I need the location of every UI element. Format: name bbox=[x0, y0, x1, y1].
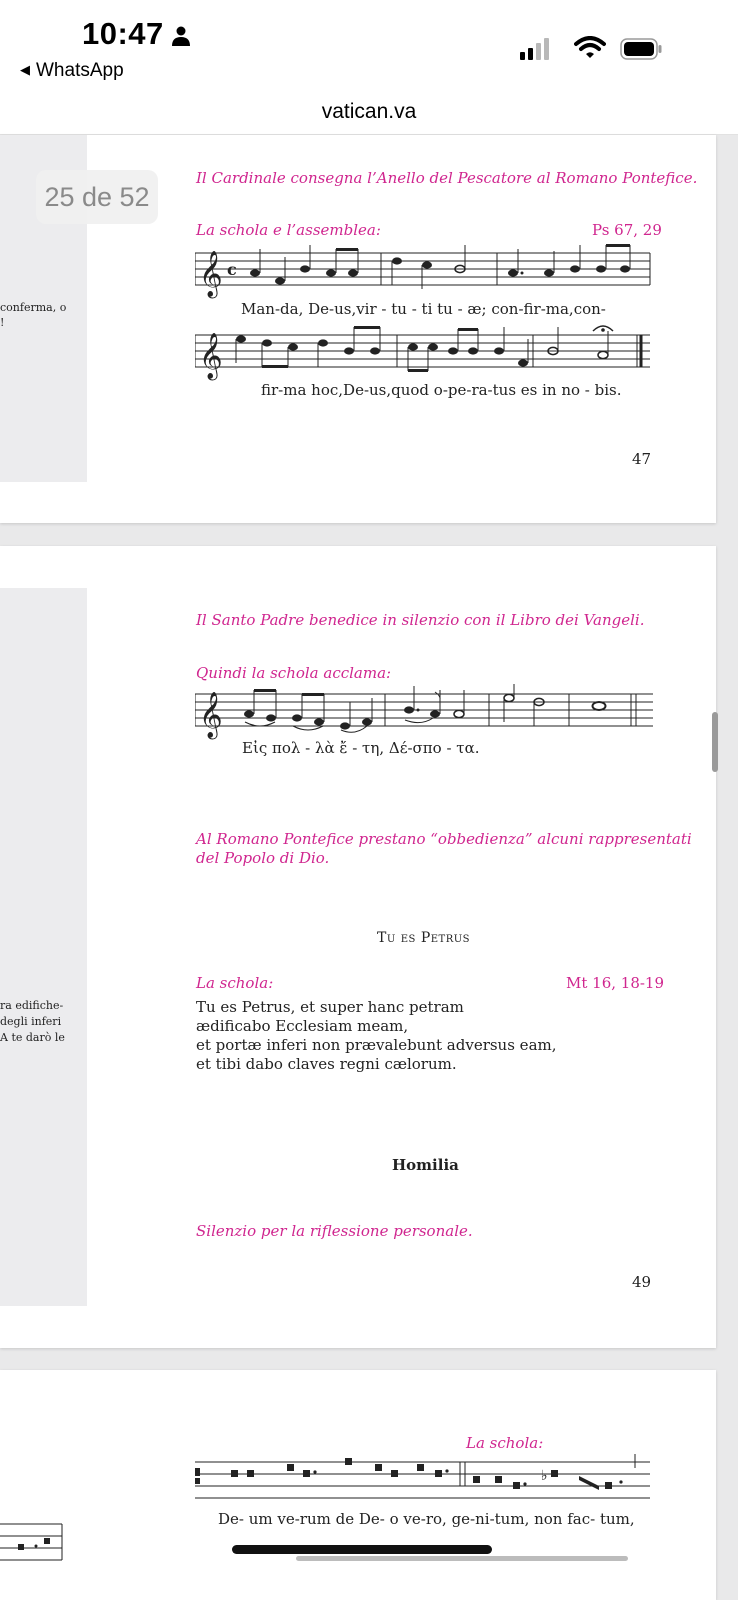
page-url[interactable]: vatican.va bbox=[321, 100, 417, 123]
lyrics-line: fir-ma hoc,De-us,quod o-pe-ra-tus es in no - bis. bbox=[261, 381, 622, 399]
rubric: Silenzio per la riflessione personale. bbox=[196, 1222, 473, 1240]
status-bar bbox=[0, 0, 738, 123]
facing-page-strip bbox=[0, 588, 87, 1306]
music-staff bbox=[195, 684, 655, 740]
music-staff bbox=[195, 323, 651, 383]
page-number: 49 bbox=[632, 1273, 652, 1291]
scrollbar-thumb[interactable] bbox=[712, 712, 718, 772]
home-indicator[interactable] bbox=[232, 1545, 492, 1554]
facing-page-text: conferma, o bbox=[0, 301, 67, 314]
facing-page-staff bbox=[0, 1516, 64, 1576]
svg-text:♭: ♭ bbox=[541, 1468, 548, 1484]
text-line: et portæ inferi non prævalebunt adversus eam, bbox=[196, 1036, 557, 1054]
lyrics-line: De- um ve-rum de De- o ve-ro, ge-ni-tum, non fac- tum, bbox=[218, 1510, 635, 1528]
page-indicator: 25 de 52 bbox=[36, 170, 158, 224]
cellular-signal-icon bbox=[520, 38, 552, 60]
rubric: Il Cardinale consegna l’Anello del Pescatore al Romano Pontefice. bbox=[196, 169, 698, 187]
chant-staff bbox=[195, 1454, 655, 1504]
facing-page-text: A te darò le bbox=[0, 1031, 65, 1044]
svg-text:c: c bbox=[227, 260, 237, 279]
pdf-page-51 bbox=[0, 1370, 716, 1600]
music-staff bbox=[195, 243, 651, 301]
lyrics-line: Εἰς πολ - λὰ ἔ - τη, Δέ-σπο - τα. bbox=[242, 739, 480, 757]
gospel-reference: Mt 16, 18-19 bbox=[566, 974, 665, 992]
rubric: Al Romano Pontefice prestano “obbedienza” alcuni rappresentati bbox=[196, 830, 692, 848]
battery-icon bbox=[620, 38, 662, 60]
schola-label: La schola: bbox=[466, 1434, 544, 1452]
pdf-page-49 bbox=[0, 546, 716, 1348]
back-app-label: WhatsApp bbox=[36, 60, 124, 81]
rubric: Il Santo Padre benedice in silenzio con il Libro dei Vangeli. bbox=[196, 611, 645, 629]
text-line: Tu es Petrus, et super hanc petram bbox=[196, 998, 464, 1016]
clock: 10:47 bbox=[82, 16, 164, 51]
svg-text:𝄞: 𝄞 bbox=[199, 692, 223, 738]
psalm-reference: Ps 67, 29 bbox=[592, 221, 662, 239]
svg-text:𝄞: 𝄞 bbox=[199, 251, 223, 297]
rubric: del Popolo di Dio. bbox=[196, 849, 330, 867]
text-line: et tibi dabo claves regni cælorum. bbox=[196, 1055, 457, 1073]
page-number: 47 bbox=[632, 450, 652, 468]
schola-label: La schola: bbox=[196, 974, 274, 992]
homilia-heading: Homilia bbox=[392, 1156, 459, 1174]
person-icon bbox=[172, 26, 190, 46]
wifi-icon bbox=[574, 36, 606, 60]
lyrics-line: Man-da, De-us,vir - tu - ti tu - æ; con-fir-ma,con- bbox=[241, 300, 606, 318]
chant-intro: Quindi la schola acclama: bbox=[196, 664, 392, 682]
back-to-app-link[interactable] bbox=[20, 60, 124, 82]
facing-page-text: ra edifiche- bbox=[0, 999, 64, 1012]
text-line: ædificabo Ecclesiam meam, bbox=[196, 1017, 409, 1035]
back-arrow-icon: ◀ bbox=[20, 62, 30, 77]
section-title: Tu es Petrus bbox=[377, 930, 471, 946]
svg-text:𝄞: 𝄞 bbox=[199, 333, 223, 379]
facing-page-text: ! bbox=[0, 316, 5, 329]
facing-page-text: degli inferi bbox=[0, 1015, 62, 1028]
chant-intro: La schola e l’assemblea: bbox=[196, 221, 381, 239]
toolbar-hint bbox=[296, 1556, 628, 1561]
